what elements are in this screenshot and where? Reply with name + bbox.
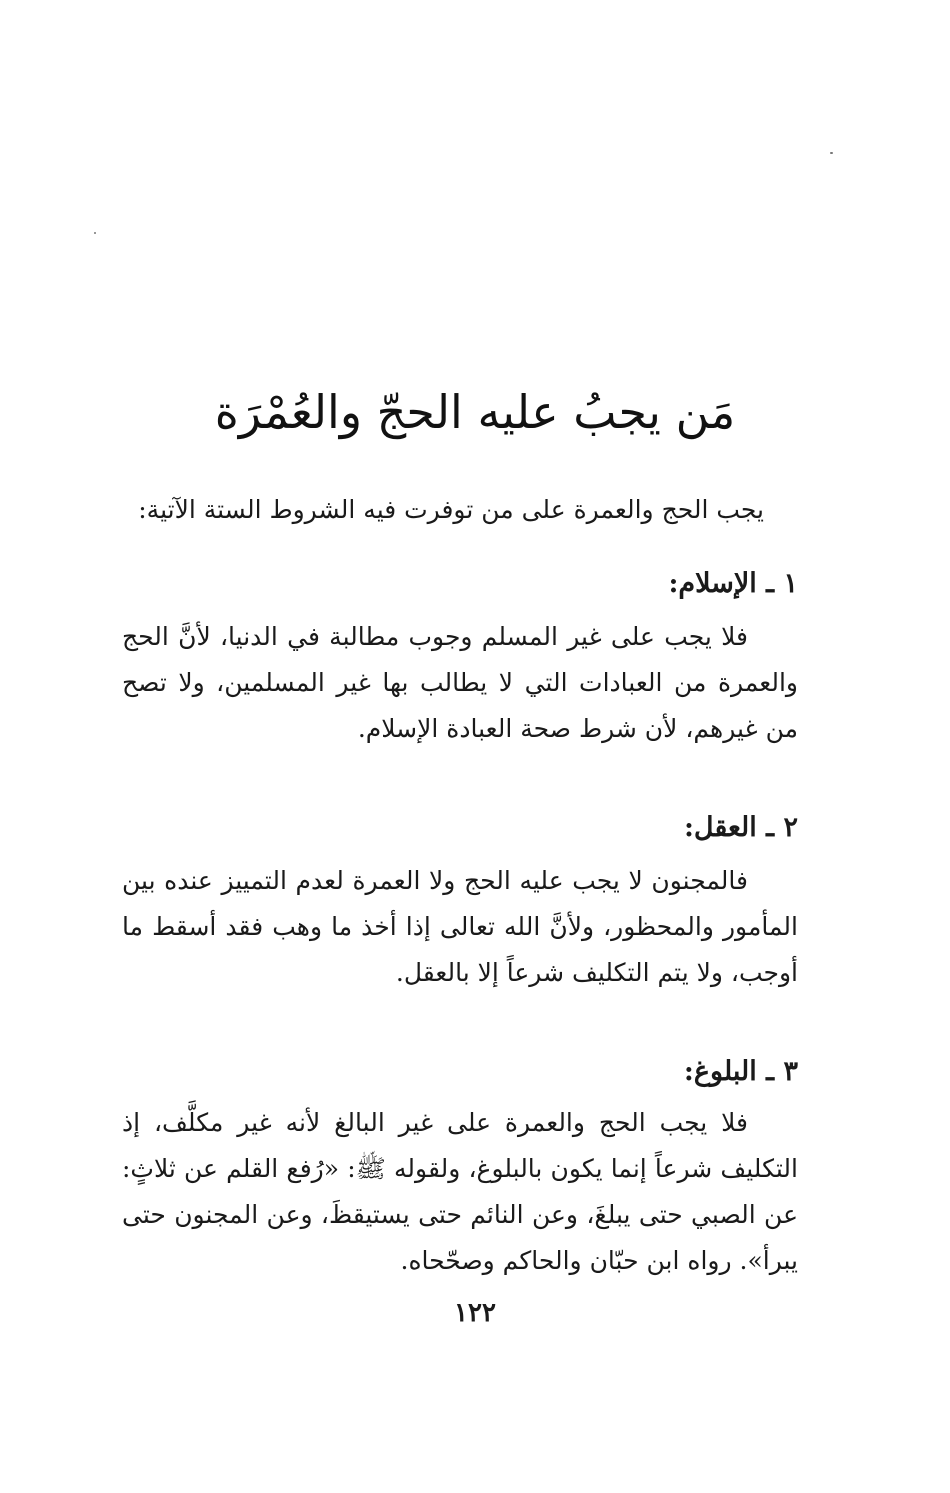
- section-text-islam: [122, 614, 798, 752]
- paragraph-body: فالمجنون لا يجب عليه الحج ولا العمرة لعدم التمييز عنده بين المأمور والمحظور، ولأنَّ الله تعالى إذا أخذ ما وهب فقد أسقط ما أوجب، ولا يتم التكليف شرعاً إلا بالعقل.: [122, 866, 798, 987]
- scan-speck: [830, 152, 833, 154]
- section-text-aql: [122, 858, 798, 996]
- scan-speck: [94, 232, 96, 234]
- section-heading-aql: ٢ ـ العقل:: [683, 812, 798, 843]
- page-title: مَن يجبُ عليه الحجّ والعُمْرَة: [214, 384, 736, 439]
- paragraph-body: فلا يجب على غير المسلم وجوب مطالبة في الدنيا، لأنَّ الحج والعمرة من العبادات التي لا يطالب بها غير المسلمين، ولا تصح من غيرهم، لأن شرط صحة العبادة الإسلام.: [122, 622, 798, 743]
- paragraph-body: فلا يجب الحج والعمرة على غير البالغ لأنه غير مكلَّف، إذ التكليف شرعاً إنما يكون بالبلوغ، ولقوله ﷺ: «رُفع القلم عن ثلاثٍ: عن الصبي حتى يبلغَ، وعن النائم حتى يستيقظَ، وعن المجنون حتى يبرأ». رواه ابن حبّان والحاكم وصحّحاه.: [122, 1108, 798, 1275]
- section-heading-islam: ١ ـ الإسلام:: [668, 568, 798, 599]
- page-number: ١٢٢: [454, 1298, 496, 1328]
- section-text-buloogh: [122, 1100, 798, 1284]
- section-heading-buloogh: ٣ ـ البلوغ:: [683, 1056, 798, 1087]
- intro-text: يجب الحج والعمرة على من توفرت فيه الشروط الستة الآتية:: [138, 495, 764, 524]
